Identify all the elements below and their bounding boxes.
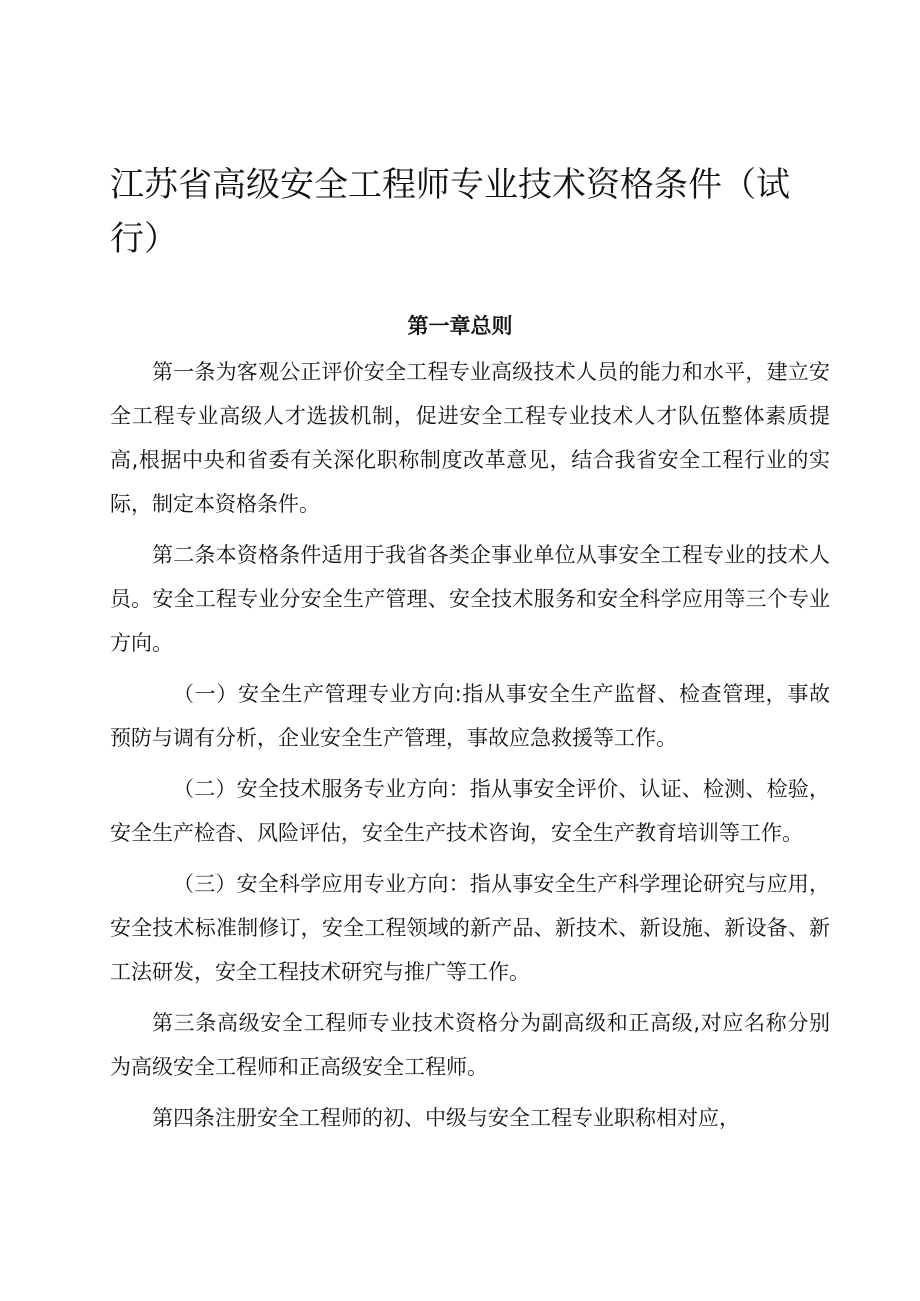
article-1-paragraph: 第一条为客观公正评价安全工程专业高级技术人员的能力和水平，建立安全工程专业高级人才选拔机制，促进安全工程专业技术人才队伍整体素质提高,根据中央和省委有关深化职称制度改革意见，结合我省安全工程行业的实际，制定本资格条件。 <box>110 360 830 516</box>
direction-1-paragraph: （一）安全生产管理专业方向:指从事安全生产监督、检查管理，事故预防与调有分析，企业安全生产管理，事故应急救援等工作。 <box>110 682 830 750</box>
article-2-paragraph: 第二条本资格条件适用于我省各类企事业单位从事安全工程专业的技术人员。安全工程专业分安全生产管理、安全技术服务和安全科学应用等三个专业方向。 <box>110 543 830 655</box>
chapter-heading: 第一章总则 <box>407 314 513 338</box>
article-4-paragraph: 第四条注册安全工程师的初、中级与安全工程专业职称相对应， <box>152 1106 740 1130</box>
document-title: 江苏省高级安全工程师专业技术资格条件（试行） <box>110 165 790 259</box>
article-3-paragraph: 第三条高级安全工程师专业技术资格分为副高级和正高级,对应名称分别为高级安全工程师和正高级安全工程师。 <box>110 1011 830 1079</box>
direction-3-paragraph: （三）安全科学应用专业方向：指从事安全生产科学理论研究与应用，安全技术标准制修订，安全工程领域的新产品、新技术、新设施、新设备、新工法研发，安全工程技术研究与推广等工作。 <box>110 872 830 984</box>
direction-2-paragraph: （二）安全技术服务专业方向：指从事安全评价、认证、检测、检验，安全生产检杳、风险评估，安全生产技术咨询，安全生产教育培训等工作。 <box>110 777 830 845</box>
document-body <box>110 350 830 1147</box>
